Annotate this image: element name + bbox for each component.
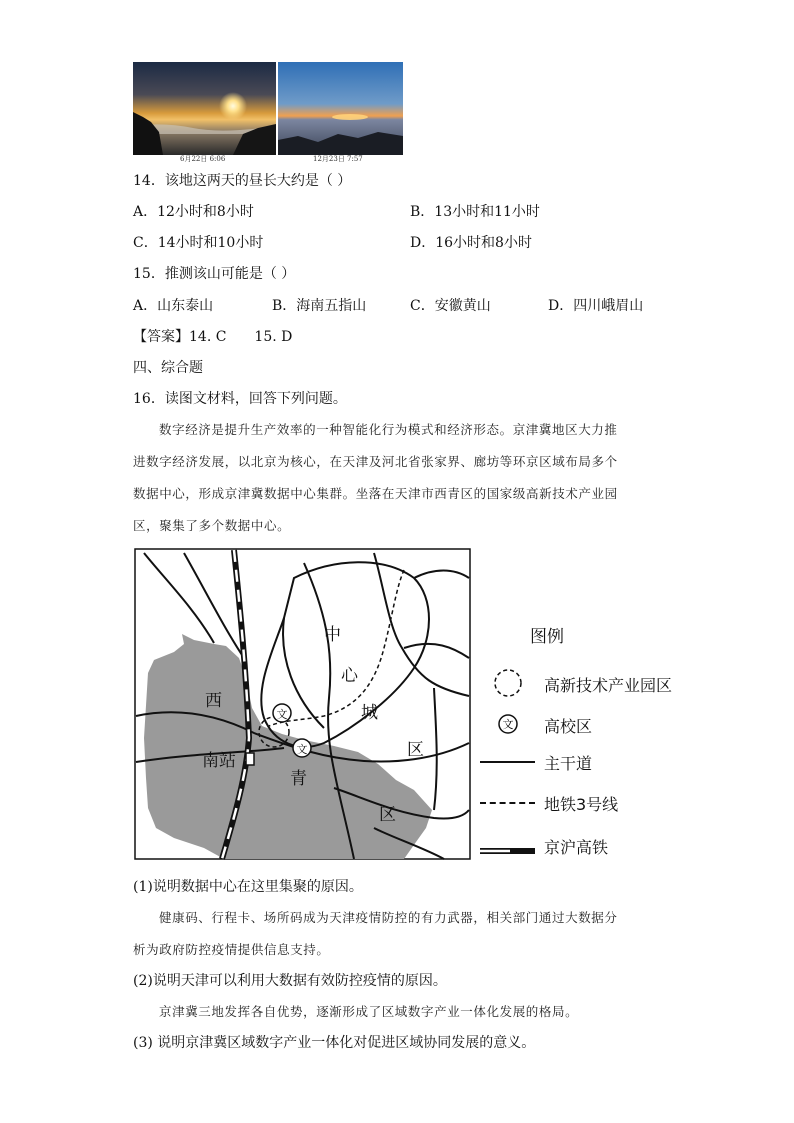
sunrise-photo-december	[278, 62, 403, 155]
q15-stem: 15．推测该山可能是（ ）	[133, 266, 296, 282]
legend-university-icon	[497, 713, 519, 739]
q14-option-b: B．13小时和11小时	[410, 204, 540, 220]
q16-stem: 16．读图文材料，回答下列问题。	[133, 391, 347, 407]
material-line: 析为政府防控疫情提供信息支持。	[133, 942, 330, 957]
q16-material3	[133, 996, 653, 1028]
district-map	[134, 548, 471, 860]
legend-rail-label: 京沪高铁	[544, 838, 609, 857]
legend-subway-label: 地铁3号线	[544, 795, 619, 814]
legend-title: 图例	[530, 627, 564, 647]
south-station-marker	[246, 753, 254, 765]
q14-option-d: D．16小时和8小时	[410, 235, 532, 251]
svg-text:文: 文	[276, 708, 288, 721]
q14-option-a: A．12小时和8小时	[133, 204, 254, 220]
label-xin: 心	[341, 666, 358, 686]
q16-sub3: (3) 说明京津冀区域数字产业一体化对促进区域协同发展的意义。	[133, 1035, 536, 1051]
label-xi: 西	[205, 691, 222, 711]
legend-road-label: 主干道	[544, 754, 593, 773]
material-line: 京津冀三地发挥各自优势，逐渐形成了区域数字产业一体化发展的格局。	[159, 1004, 579, 1019]
label-qu-lower: 区	[379, 805, 396, 825]
q15-option-d: D．四川峨眉山	[548, 298, 644, 314]
svg-text:文: 文	[502, 718, 514, 731]
legend-university-label: 高校区	[544, 717, 593, 736]
material-line: 区，聚集了多个数据中心。	[133, 518, 291, 533]
label-qing: 青	[290, 769, 307, 789]
q16-material2	[133, 902, 653, 966]
legend-park-label: 高新技术产业园区	[544, 676, 673, 695]
material-line: 健康码、行程卡、场所码成为天津疫情防控的有力武器，相关部门通过大数据分	[159, 910, 618, 925]
material-line: 进数字经济发展，以北京为核心，在天津及河北省张家界、廊坊等环京区域布局多个	[133, 454, 618, 469]
q16-material	[133, 414, 653, 542]
svg-text:文: 文	[296, 743, 308, 756]
label-cheng: 城	[361, 703, 378, 723]
material-line: 数字经济是提升生产效率的一种智能化行为模式和经济形态。京津冀地区大力推	[159, 422, 618, 437]
photo-caption-june: 6月22日 6:06	[180, 155, 226, 163]
q15-option-b: B．海南五指山	[272, 298, 367, 314]
label-zhong: 中	[324, 625, 341, 645]
material-line: 数据中心，形成京津冀数据中心集群。坐落在天津市西青区的国家级高新技术产业园	[133, 486, 618, 501]
q14-option-c: C．14小时和10小时	[133, 235, 264, 251]
legend-rail-icon	[480, 841, 535, 860]
q16-sub1: (1)说明数据中心在这里集聚的原因。	[133, 879, 363, 895]
label-nanzhan: 南站	[202, 751, 236, 771]
legend-road-icon	[480, 761, 535, 763]
label-qu-upper: 区	[407, 740, 424, 760]
photo-caption-december: 12月23日 7:57	[313, 155, 363, 163]
q15-option-c: C．安徽黄山	[410, 298, 491, 314]
q15-option-a: A．山东泰山	[133, 298, 214, 314]
sunrise-photo-june	[133, 62, 276, 155]
q16-sub2: (2)说明天津可以利用大数据有效防控疫情的原因。	[133, 973, 447, 989]
legend-park-icon	[493, 668, 523, 702]
q14-stem: 14．该地这两天的昼长大约是（ ）	[133, 173, 352, 189]
section-heading: 四、综合题	[133, 360, 203, 376]
answer-line: 【答案】14. C 15. D	[133, 329, 293, 345]
legend-subway-icon	[480, 802, 535, 804]
